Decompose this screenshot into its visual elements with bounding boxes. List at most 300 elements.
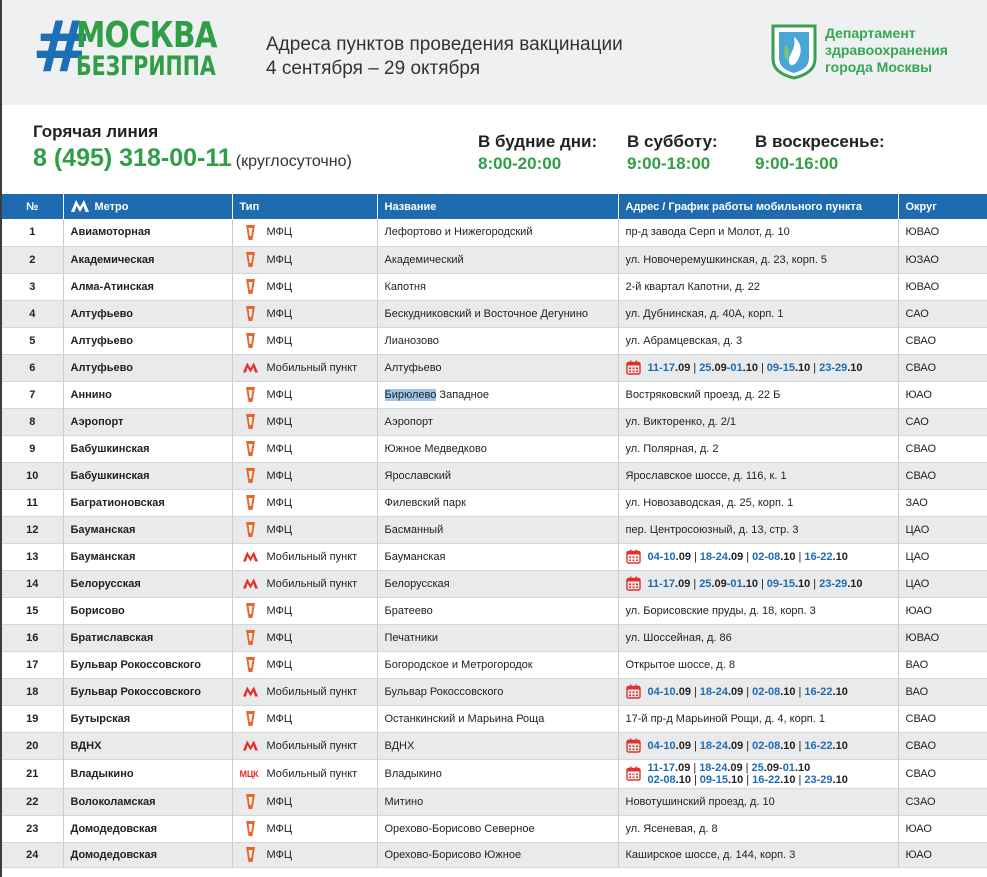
mfc-icon	[244, 629, 257, 646]
mfc-icon	[244, 494, 257, 511]
row-number: 24	[2, 842, 63, 867]
table-row	[2, 788, 987, 815]
row-address: Ярославское шоссе, д. 116, к. 1	[618, 462, 898, 489]
type-label: МФЦ	[266, 795, 293, 808]
table-row	[2, 624, 987, 651]
type-label: Мобильный пункт	[266, 767, 358, 780]
row-metro: Аннино	[63, 381, 232, 408]
row-district: СВАО	[898, 435, 987, 462]
name-highlight: Бирюлево	[384, 388, 437, 401]
table-row	[2, 543, 987, 570]
schedule-separator: |	[693, 685, 697, 698]
schedule-period: 04-10.09	[647, 739, 691, 752]
type-icon-wrap	[240, 578, 262, 589]
row-name: Богородское и Метрогородок	[377, 651, 618, 678]
hours-sunday: В воскресенье: 9:00-16:00	[755, 132, 885, 173]
metro-icon	[243, 578, 258, 589]
row-address: пр-д завода Серп и Молот, д. 10	[618, 219, 898, 246]
page-title	[266, 33, 623, 81]
row-address: Новотушинский проезд, д. 10	[618, 788, 898, 815]
row-name: Лианозово	[377, 327, 618, 354]
row-type	[232, 408, 377, 435]
type-label: МФЦ	[266, 442, 293, 455]
type-label: Мобильный пункт	[266, 577, 358, 590]
row-number: 18	[2, 678, 63, 705]
row-name: Орехово-Борисово Южное	[377, 842, 618, 867]
logo-hash: #	[32, 6, 87, 88]
row-type	[232, 732, 377, 759]
row-metro: Алтуфьево	[63, 327, 232, 354]
row-number: 20	[2, 732, 63, 759]
table-row	[2, 489, 987, 516]
mfc-icon	[244, 386, 257, 403]
type-label: МФЦ	[266, 631, 293, 644]
calendar-icon	[626, 684, 641, 699]
type-icon-wrap	[240, 656, 262, 673]
type-icon-wrap	[240, 686, 262, 697]
row-schedule	[618, 543, 898, 570]
row-district: САО	[898, 408, 987, 435]
row-metro: Владыкино	[63, 759, 232, 788]
type-label: Мобильный пункт	[266, 550, 358, 563]
metro-icon	[243, 740, 258, 751]
row-address: пер. Центросоюзный, д. 13, стр. 3	[618, 516, 898, 543]
row-address: ул. Ясеневая, д. 8	[618, 815, 898, 842]
mfc-icon	[244, 332, 257, 349]
row-district: СЗАО	[898, 788, 987, 815]
row-metro: Бауманская	[63, 543, 232, 570]
row-metro: Бульвар Рокоссовского	[63, 678, 232, 705]
row-number: 1	[2, 219, 63, 246]
row-district: ЗАО	[898, 489, 987, 516]
type-icon-wrap	[240, 386, 262, 403]
row-name: Алтуфьево	[377, 354, 618, 381]
row-number: 5	[2, 327, 63, 354]
table-row	[2, 273, 987, 300]
row-metro: Багратионовская	[63, 489, 232, 516]
row-type	[232, 651, 377, 678]
table-row	[2, 462, 987, 489]
type-label: МФЦ	[266, 822, 293, 835]
row-type	[232, 543, 377, 570]
row-name: Бульвар Рокоссовского	[377, 678, 618, 705]
row-type	[232, 815, 377, 842]
row-address: Востряковский проезд, д. 22 Б	[618, 381, 898, 408]
schedule-period: 18-24.09	[699, 739, 744, 752]
row-address: 2-й квартал Капотни, д. 22	[618, 273, 898, 300]
schedule-period: 25.09-01.10	[699, 577, 758, 590]
schedule-period: 09-15.10	[699, 773, 744, 786]
schedule-separator: |	[798, 550, 802, 563]
row-schedule	[618, 759, 898, 788]
logo-line2: БЕЗГРИППА	[76, 51, 216, 82]
type-label: МФЦ	[266, 712, 293, 725]
schedule-period: 02-08.10	[752, 550, 796, 563]
department-logo	[770, 23, 980, 83]
metro-icon	[243, 362, 258, 373]
row-type	[232, 219, 377, 246]
row-type	[232, 570, 377, 597]
row-district: САО	[898, 300, 987, 327]
table-row	[2, 381, 987, 408]
schedule-period: 02-08.10	[752, 685, 796, 698]
table-row	[2, 759, 987, 788]
schedule-period: 25.09-01.10	[751, 761, 811, 774]
type-icon-wrap	[240, 467, 262, 484]
row-address: ул. Борисовские пруды, д. 18, корп. 3	[618, 597, 898, 624]
type-icon-wrap	[240, 362, 262, 373]
row-address: ул. Абрамцевская, д. 3	[618, 327, 898, 354]
row-number: 21	[2, 759, 63, 788]
schedule-separator: |	[760, 577, 764, 590]
row-address: 17-й пр-д Марьиной Рощи, д. 4, корп. 1	[618, 705, 898, 732]
row-metro: Домодедовская	[63, 815, 232, 842]
schedule-separator: |	[693, 739, 697, 752]
schedule-separator: |	[798, 739, 802, 752]
row-metro: Бутырская	[63, 705, 232, 732]
type-icon-wrap	[240, 602, 262, 619]
row-name: Капотня	[377, 273, 618, 300]
table-row	[2, 842, 987, 867]
row-name: Митино	[377, 788, 618, 815]
row-schedule	[618, 570, 898, 597]
row-district: СВАО	[898, 705, 987, 732]
row-number: 23	[2, 815, 63, 842]
schedule-separator: |	[693, 550, 697, 563]
table-row	[2, 732, 987, 759]
mfc-icon	[244, 467, 257, 484]
schedule-period: 23-29.10	[819, 361, 863, 374]
row-number: 8	[2, 408, 63, 435]
vaccination-points-table	[2, 194, 987, 868]
row-schedule	[618, 732, 898, 759]
row-address: Открытое шоссе, д. 8	[618, 651, 898, 678]
row-metro: Борисово	[63, 597, 232, 624]
table-row	[2, 354, 987, 381]
type-label: Мобильный пункт	[266, 361, 358, 374]
type-label: МФЦ	[266, 388, 293, 401]
hotline-note: (круглосуточно)	[235, 153, 352, 170]
table-body	[2, 219, 987, 867]
hotline-phone[interactable]: 8 (495) 318-00-11 (круглосуточно)	[33, 144, 352, 172]
type-icon-wrap	[240, 494, 262, 511]
row-address: ул. Новочеремушкинская, д. 23, корп. 5	[618, 246, 898, 273]
row-name: Филевский парк	[377, 489, 618, 516]
row-type	[232, 300, 377, 327]
row-type	[232, 273, 377, 300]
row-name: Орехово-Борисово Северное	[377, 815, 618, 842]
row-address: ул. Новозаводская, д. 25, корп. 1	[618, 489, 898, 516]
schedule-separator: |	[798, 773, 802, 786]
schedule-separator: |	[693, 773, 697, 786]
row-number: 12	[2, 516, 63, 543]
row-number: 17	[2, 651, 63, 678]
table-row	[2, 570, 987, 597]
col-type-header[interactable]: Тип	[232, 194, 377, 219]
calendar-icon	[626, 738, 641, 753]
schedule-period: 04-10.09	[647, 685, 691, 698]
schedule-period: 02-08.10	[752, 739, 796, 752]
row-name: Белорусская	[377, 570, 618, 597]
page-title-line2: 4 сентября – 29 октября	[266, 58, 481, 79]
mfc-icon	[244, 710, 257, 727]
row-metro: Домодедовская	[63, 842, 232, 867]
row-number: 3	[2, 273, 63, 300]
row-type	[232, 705, 377, 732]
row-name: Печатники	[377, 624, 618, 651]
row-metro: Аэропорт	[63, 408, 232, 435]
calendar-icon	[626, 766, 641, 781]
row-district: СВАО	[898, 759, 987, 788]
type-icon-wrap	[240, 305, 262, 322]
mfc-icon	[244, 251, 257, 268]
row-name: Бауманская	[377, 543, 618, 570]
row-metro: Алма-Атинская	[63, 273, 232, 300]
row-name: ВДНХ	[377, 732, 618, 759]
row-address: ул. Дубнинская, д. 40А, корп. 1	[618, 300, 898, 327]
calendar-icon	[626, 549, 641, 564]
type-label: МФЦ	[266, 658, 293, 671]
col-metro-header[interactable]: Метро	[63, 194, 232, 219]
type-label: МФЦ	[266, 226, 293, 239]
schedule-period: 16-22.10	[804, 685, 848, 698]
type-label: МФЦ	[266, 523, 293, 536]
row-district: ВАО	[898, 651, 987, 678]
row-number: 14	[2, 570, 63, 597]
row-number: 15	[2, 597, 63, 624]
table-header-row	[2, 194, 987, 219]
row-number: 7	[2, 381, 63, 408]
row-address: Каширское шоссе, д. 144, корп. 3	[618, 842, 898, 867]
type-label: Мобильный пункт	[266, 739, 358, 752]
schedule-period: 18-24.09	[699, 761, 743, 774]
row-name: Южное Медведково	[377, 435, 618, 462]
mfc-icon	[244, 224, 257, 241]
row-district: СВАО	[898, 732, 987, 759]
schedule-line	[648, 762, 848, 774]
schedule-separator: |	[693, 761, 697, 774]
row-metro: Белорусская	[63, 570, 232, 597]
table-row	[2, 651, 987, 678]
type-label: МФЦ	[266, 415, 293, 428]
table-row	[2, 815, 987, 842]
row-number: 16	[2, 624, 63, 651]
schedule-separator: |	[760, 361, 764, 374]
row-district: ЦАО	[898, 516, 987, 543]
type-icon-wrap	[240, 740, 262, 751]
type-icon-wrap	[240, 251, 262, 268]
row-type	[232, 759, 377, 788]
row-address: ул. Полярная, д. 2	[618, 435, 898, 462]
row-district: СВАО	[898, 354, 987, 381]
type-icon-wrap	[240, 413, 262, 430]
row-district: ЮАО	[898, 842, 987, 867]
row-number: 2	[2, 246, 63, 273]
row-metro: Бабушкинская	[63, 462, 232, 489]
metro-icon	[243, 686, 258, 697]
row-metro: Бабушкинская	[63, 435, 232, 462]
type-label: МФЦ	[266, 334, 293, 347]
mfc-icon	[244, 521, 257, 538]
row-metro: ВДНХ	[63, 732, 232, 759]
mfc-icon	[244, 413, 257, 430]
type-label: МФЦ	[266, 280, 293, 293]
row-metro: Авиамоторная	[63, 219, 232, 246]
col-district-header[interactable]: Округ	[898, 194, 987, 219]
table-row	[2, 219, 987, 246]
row-type	[232, 624, 377, 651]
schedule-separator: |	[798, 685, 802, 698]
mfc-icon	[244, 820, 257, 837]
row-type	[232, 842, 377, 867]
row-name: Ярославский	[377, 462, 618, 489]
type-icon-wrap	[240, 793, 262, 810]
row-type	[232, 489, 377, 516]
mfc-icon	[244, 440, 257, 457]
row-type	[232, 597, 377, 624]
row-metro: Бульвар Рокоссовского	[63, 651, 232, 678]
col-number-header[interactable]: №	[2, 194, 63, 219]
hours-weekdays: В будние дни: 8:00-20:00	[478, 132, 598, 173]
row-number: 4	[2, 300, 63, 327]
row-name: Останкинский и Марьина Роща	[377, 705, 618, 732]
col-address-header[interactable]: Адрес / График работы мобильного пункта	[618, 194, 898, 219]
row-number: 6	[2, 354, 63, 381]
calendar-icon	[626, 360, 641, 375]
schedule-separator: |	[746, 739, 750, 752]
mfc-icon	[244, 793, 257, 810]
schedule-separator: |	[746, 773, 750, 786]
schedule-period: 18-24.09	[699, 685, 744, 698]
type-icon-wrap	[240, 769, 262, 779]
row-metro: Алтуфьево	[63, 300, 232, 327]
schedule-period: 04-10.09	[647, 550, 691, 563]
schedule-line	[648, 774, 848, 786]
table-row	[2, 435, 987, 462]
row-type	[232, 381, 377, 408]
mfc-icon	[244, 656, 257, 673]
row-district: ЮВАО	[898, 219, 987, 246]
row-district: ЮАО	[898, 815, 987, 842]
moscow-crest-icon	[770, 23, 818, 80]
schedule-period: 09-15.10	[766, 361, 811, 374]
type-label: МФЦ	[266, 469, 293, 482]
schedule-period: 16-22.10	[752, 773, 796, 786]
mck-icon: МЦК	[239, 768, 259, 779]
mfc-icon	[244, 846, 257, 863]
schedule-period: 02-08.10	[647, 773, 691, 786]
col-name-header[interactable]: Название	[377, 194, 618, 219]
row-number: 19	[2, 705, 63, 732]
row-type	[232, 516, 377, 543]
row-metro: Бауманская	[63, 516, 232, 543]
type-icon-wrap	[240, 440, 262, 457]
calendar-icon	[626, 576, 641, 591]
schedule-period: 11-17.09	[647, 577, 691, 590]
page-title-line1: Адреса пунктов проведения вакцинации	[266, 34, 623, 55]
hotline-label: Горячая линия	[33, 122, 159, 141]
row-district: ЦАО	[898, 543, 987, 570]
table-row	[2, 678, 987, 705]
schedule-separator: |	[746, 550, 750, 563]
row-type	[232, 678, 377, 705]
row-name: Бескудниковский и Восточное Дегунино	[377, 300, 618, 327]
type-label: МФЦ	[266, 253, 293, 266]
row-number: 11	[2, 489, 63, 516]
metro-logo-icon	[71, 200, 89, 212]
row-name: Братеево	[377, 597, 618, 624]
type-label: МФЦ	[266, 604, 293, 617]
hours-saturday: В субботу: 9:00-18:00	[627, 132, 718, 173]
row-district: ЮВАО	[898, 273, 987, 300]
table-row	[2, 705, 987, 732]
type-icon-wrap	[240, 521, 262, 538]
schedule-period: 09-15.10	[766, 577, 811, 590]
row-district: ЮАО	[898, 381, 987, 408]
mfc-icon	[244, 305, 257, 322]
row-district: ЮАО	[898, 597, 987, 624]
row-name: Лефортово и Нижегородский	[377, 219, 618, 246]
schedule-separator: |	[813, 577, 817, 590]
row-district: ЮЗАО	[898, 246, 987, 273]
row-district: СВАО	[898, 327, 987, 354]
row-number: 22	[2, 788, 63, 815]
schedule-period: 16-22.10	[804, 550, 848, 563]
schedule-period: 16-22.10	[804, 739, 848, 752]
metro-icon	[243, 551, 258, 562]
row-number: 13	[2, 543, 63, 570]
table-row	[2, 597, 987, 624]
type-icon-wrap	[240, 278, 262, 295]
row-name: Академический	[377, 246, 618, 273]
table-row	[2, 300, 987, 327]
row-type	[232, 246, 377, 273]
type-icon-wrap	[240, 846, 262, 863]
table-row	[2, 327, 987, 354]
row-metro: Братиславская	[63, 624, 232, 651]
logo-line1: МОСКВА	[76, 15, 217, 56]
row-address: ул. Шоссейная, д. 86	[618, 624, 898, 651]
row-name: Аэропорт	[377, 408, 618, 435]
mfc-icon	[244, 278, 257, 295]
schedule-period: 18-24.09	[699, 550, 744, 563]
type-label: Мобильный пункт	[266, 685, 358, 698]
schedule-period: 23-29.10	[804, 773, 848, 786]
schedule-separator: |	[746, 685, 750, 698]
row-district: ЮВАО	[898, 624, 987, 651]
row-schedule	[618, 678, 898, 705]
row-type	[232, 435, 377, 462]
type-label: МФЦ	[266, 496, 293, 509]
schedule-period: 11-17.09	[647, 361, 691, 374]
row-name: Бирюлево Западное	[377, 381, 618, 408]
row-number: 10	[2, 462, 63, 489]
row-name: Басманный	[377, 516, 618, 543]
row-type	[232, 788, 377, 815]
schedule-period: 11-17.09	[647, 761, 691, 774]
mfc-icon	[244, 602, 257, 619]
schedule-period: 25.09-01.10	[699, 361, 758, 374]
row-type	[232, 354, 377, 381]
row-district: ЦАО	[898, 570, 987, 597]
type-icon-wrap	[240, 710, 262, 727]
type-icon-wrap	[240, 551, 262, 562]
row-schedule	[618, 354, 898, 381]
schedule-separator: |	[745, 761, 749, 774]
schedule-separator: |	[813, 361, 817, 374]
row-address: ул. Викторенко, д. 2/1	[618, 408, 898, 435]
row-number: 9	[2, 435, 63, 462]
